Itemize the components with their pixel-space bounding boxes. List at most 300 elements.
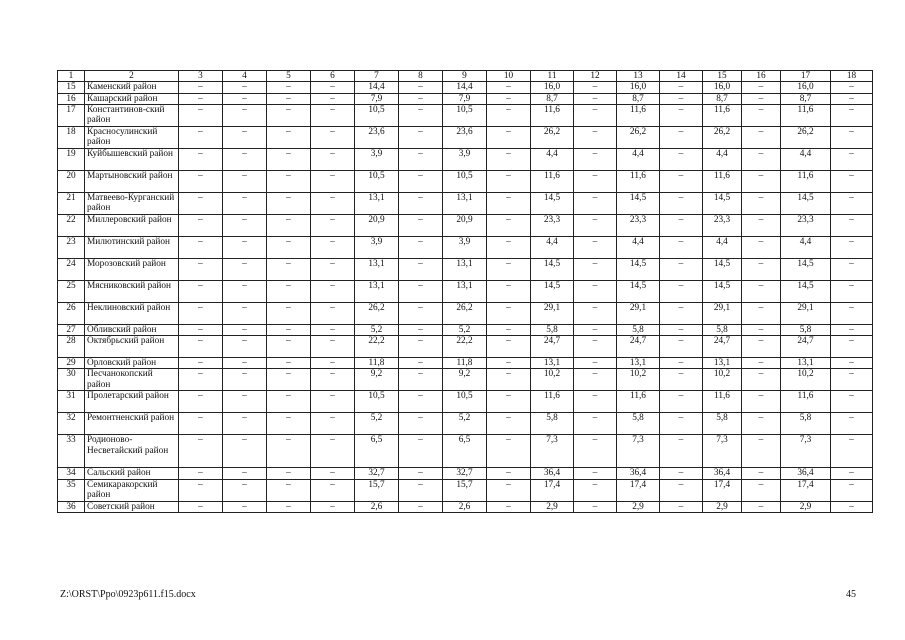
row-number: 35 — [58, 479, 85, 501]
table-cell: – — [399, 126, 443, 148]
table-cell: 13,1 — [443, 258, 487, 280]
row-number: 19 — [58, 148, 85, 170]
table-cell: – — [267, 391, 311, 413]
table-cell: – — [223, 82, 267, 93]
table-cell: 26,2 — [617, 126, 660, 148]
table-cell: – — [660, 358, 703, 369]
table-cell: 2,6 — [355, 501, 399, 512]
row-number: 15 — [58, 82, 85, 93]
table-cell: 26,2 — [703, 126, 742, 148]
table-cell: – — [399, 258, 443, 280]
table-cell: 14,5 — [617, 258, 660, 280]
table-cell: – — [742, 468, 781, 479]
table-cell: – — [311, 170, 355, 192]
table-cell: 3,9 — [443, 236, 487, 258]
table-cell: 24,7 — [617, 336, 660, 358]
table-cell: 9,2 — [355, 369, 399, 391]
table-cell: – — [574, 93, 617, 104]
table-cell: – — [311, 358, 355, 369]
table-cell: 24,7 — [781, 336, 831, 358]
table-cell: – — [742, 104, 781, 126]
table-cell: – — [742, 501, 781, 512]
table-cell: – — [574, 336, 617, 358]
table-cell: 7,3 — [781, 435, 831, 468]
table-cell: – — [399, 170, 443, 192]
district-name: Мясниковский район — [85, 280, 179, 302]
table-cell: 4,4 — [781, 148, 831, 170]
district-name: Обливский район — [85, 324, 179, 335]
table-cell: – — [311, 468, 355, 479]
row-number: 30 — [58, 369, 85, 391]
table-cell: 22,2 — [443, 336, 487, 358]
table-cell: – — [311, 258, 355, 280]
district-name: Милютинский район — [85, 236, 179, 258]
table-cell: 11,6 — [703, 391, 742, 413]
table-cell: – — [660, 302, 703, 324]
data-table — [57, 70, 873, 513]
column-header: 15 — [703, 71, 742, 82]
table-cell: – — [311, 93, 355, 104]
table-cell: 4,4 — [531, 148, 574, 170]
table-row — [58, 126, 873, 148]
row-number: 16 — [58, 93, 85, 104]
column-header: 9 — [443, 71, 487, 82]
table-cell: 17,4 — [617, 479, 660, 501]
table-cell: – — [179, 501, 223, 512]
column-header: 11 — [531, 71, 574, 82]
table-cell: – — [223, 302, 267, 324]
table-row — [58, 192, 873, 214]
table-cell: 15,7 — [443, 479, 487, 501]
table-cell: 6,5 — [355, 435, 399, 468]
table-cell: – — [831, 82, 873, 93]
table-cell: 24,7 — [531, 336, 574, 358]
table-cell: – — [487, 358, 531, 369]
table-cell: – — [487, 324, 531, 335]
table-cell: 13,1 — [531, 358, 574, 369]
table-cell: 7,3 — [703, 435, 742, 468]
table-cell: – — [179, 413, 223, 435]
table-cell: – — [742, 82, 781, 93]
table-cell: – — [742, 192, 781, 214]
column-header: 2 — [85, 71, 179, 82]
table-cell: 23,3 — [703, 214, 742, 236]
table-cell: 26,2 — [531, 126, 574, 148]
table-row — [58, 170, 873, 192]
table-row — [58, 214, 873, 236]
table-cell: 5,2 — [443, 413, 487, 435]
table-cell: – — [742, 413, 781, 435]
row-number: 31 — [58, 391, 85, 413]
table-cell: – — [179, 479, 223, 501]
table-cell: 5,8 — [617, 413, 660, 435]
table-cell: 3,9 — [355, 236, 399, 258]
table-cell: – — [399, 369, 443, 391]
table-cell: – — [660, 170, 703, 192]
table-cell: – — [399, 479, 443, 501]
table-cell: – — [179, 280, 223, 302]
table-row — [58, 148, 873, 170]
row-number: 36 — [58, 501, 85, 512]
table-row — [58, 302, 873, 324]
column-header: 7 — [355, 71, 399, 82]
table-cell: 11,6 — [531, 170, 574, 192]
table-cell: – — [399, 192, 443, 214]
table-cell: – — [487, 148, 531, 170]
table-cell: – — [831, 324, 873, 335]
table-row — [58, 82, 873, 93]
column-header: 3 — [179, 71, 223, 82]
table-cell: 10,2 — [531, 369, 574, 391]
table-cell: – — [179, 336, 223, 358]
table-cell: – — [311, 479, 355, 501]
table-cell: 14,5 — [781, 280, 831, 302]
table-cell: 10,5 — [355, 104, 399, 126]
table-cell: 26,2 — [355, 302, 399, 324]
table-cell: – — [574, 391, 617, 413]
table-cell: – — [660, 468, 703, 479]
table-cell: – — [179, 236, 223, 258]
table-cell: 17,4 — [531, 479, 574, 501]
table-cell: – — [223, 358, 267, 369]
table-cell: – — [223, 93, 267, 104]
table-cell: – — [267, 170, 311, 192]
table-row — [58, 468, 873, 479]
table-cell: – — [831, 104, 873, 126]
table-cell: – — [487, 479, 531, 501]
table-cell: 11,6 — [781, 170, 831, 192]
table-cell: 3,9 — [443, 148, 487, 170]
column-header: 6 — [311, 71, 355, 82]
table-row — [58, 324, 873, 335]
table-cell: – — [179, 358, 223, 369]
table-cell: – — [831, 391, 873, 413]
table-cell: 20,9 — [355, 214, 399, 236]
table-cell: – — [179, 324, 223, 335]
table-cell: – — [179, 126, 223, 148]
table-cell: – — [660, 82, 703, 93]
table-cell: 2,9 — [617, 501, 660, 512]
table-cell: – — [311, 336, 355, 358]
table-cell: – — [179, 148, 223, 170]
table-cell: – — [179, 258, 223, 280]
table-cell: – — [267, 302, 311, 324]
table-cell: – — [223, 148, 267, 170]
table-cell: 11,6 — [781, 104, 831, 126]
table-cell: – — [742, 391, 781, 413]
table-row — [58, 280, 873, 302]
table-row — [58, 236, 873, 258]
row-number: 27 — [58, 324, 85, 335]
district-name: Красносулинский район — [85, 126, 179, 148]
table-cell: – — [487, 369, 531, 391]
table-cell: – — [223, 468, 267, 479]
table-cell: 11,6 — [531, 104, 574, 126]
table-cell: 26,2 — [443, 302, 487, 324]
table-cell: – — [574, 468, 617, 479]
column-header: 13 — [617, 71, 660, 82]
table-cell: – — [223, 258, 267, 280]
table-cell: – — [742, 126, 781, 148]
table-cell: – — [223, 336, 267, 358]
table-cell: 2,9 — [703, 501, 742, 512]
district-name: Мартыновский район — [85, 170, 179, 192]
row-number: 33 — [58, 435, 85, 468]
table-cell: – — [660, 501, 703, 512]
table-cell: – — [660, 369, 703, 391]
district-name: Ремонтненский район — [85, 413, 179, 435]
table-cell: – — [660, 336, 703, 358]
table-row — [58, 258, 873, 280]
table-cell: – — [742, 369, 781, 391]
table-cell: – — [399, 214, 443, 236]
table-cell: – — [574, 479, 617, 501]
table-cell: 9,2 — [443, 369, 487, 391]
table-cell: 23,6 — [355, 126, 399, 148]
table-cell: – — [574, 82, 617, 93]
table-cell: – — [311, 324, 355, 335]
table-cell: – — [831, 280, 873, 302]
table-cell: – — [399, 336, 443, 358]
table-cell: 22,2 — [355, 336, 399, 358]
row-number: 22 — [58, 214, 85, 236]
table-cell: – — [179, 104, 223, 126]
table-cell: – — [179, 435, 223, 468]
district-name: Сальский район — [85, 468, 179, 479]
table-cell: – — [574, 302, 617, 324]
table-cell: 4,4 — [617, 236, 660, 258]
table-cell: 11,6 — [703, 170, 742, 192]
table-row — [58, 336, 873, 358]
district-name: Куйбышевский район — [85, 148, 179, 170]
table-cell: – — [831, 479, 873, 501]
table-cell: – — [179, 214, 223, 236]
table-cell: 5,8 — [531, 413, 574, 435]
table-cell: 26,2 — [781, 126, 831, 148]
table-cell: – — [831, 358, 873, 369]
row-number: 24 — [58, 258, 85, 280]
table-cell: 5,2 — [355, 324, 399, 335]
table-cell: – — [223, 236, 267, 258]
table-cell: 2,6 — [443, 501, 487, 512]
table-cell: – — [660, 214, 703, 236]
table-cell: – — [487, 336, 531, 358]
table-cell: 11,6 — [617, 170, 660, 192]
table-cell: – — [831, 192, 873, 214]
table-cell: – — [742, 324, 781, 335]
table-cell: – — [660, 236, 703, 258]
table-cell: – — [742, 435, 781, 468]
table-cell: – — [267, 501, 311, 512]
table-cell: – — [487, 258, 531, 280]
table-cell: – — [223, 391, 267, 413]
table-cell: 36,4 — [703, 468, 742, 479]
district-name: Орловский район — [85, 358, 179, 369]
table-cell: 20,9 — [443, 214, 487, 236]
table-cell: 13,1 — [781, 358, 831, 369]
table-cell: 13,1 — [355, 280, 399, 302]
table-cell: – — [660, 192, 703, 214]
table-cell: – — [399, 501, 443, 512]
district-name: Миллеровский район — [85, 214, 179, 236]
table-cell: – — [574, 104, 617, 126]
table-cell: – — [311, 192, 355, 214]
table-cell: – — [831, 413, 873, 435]
table-cell: 5,8 — [781, 324, 831, 335]
table-cell: 23,3 — [617, 214, 660, 236]
table-cell: 11,8 — [355, 358, 399, 369]
row-number: 28 — [58, 336, 85, 358]
district-name: Каменский район — [85, 82, 179, 93]
row-number: 23 — [58, 236, 85, 258]
table-cell: – — [574, 501, 617, 512]
row-number: 18 — [58, 126, 85, 148]
table-cell: 14,5 — [531, 258, 574, 280]
table-cell: – — [742, 258, 781, 280]
table-cell: 5,8 — [703, 324, 742, 335]
table-cell: – — [399, 280, 443, 302]
column-header: 4 — [223, 71, 267, 82]
table-cell: 8,7 — [531, 93, 574, 104]
district-name: Советский район — [85, 501, 179, 512]
table-cell: – — [267, 435, 311, 468]
table-cell: 4,4 — [617, 148, 660, 170]
table-cell: 29,1 — [703, 302, 742, 324]
table-cell: – — [267, 214, 311, 236]
table-cell: 5,8 — [617, 324, 660, 335]
table-cell: 14,5 — [781, 258, 831, 280]
table-cell: 11,6 — [703, 104, 742, 126]
table-cell: – — [267, 468, 311, 479]
table-cell: – — [223, 413, 267, 435]
table-cell: – — [487, 435, 531, 468]
table-cell: – — [223, 280, 267, 302]
table-cell: – — [487, 93, 531, 104]
table-cell: – — [660, 479, 703, 501]
table-cell: 16,0 — [617, 82, 660, 93]
table-row — [58, 358, 873, 369]
table-cell: – — [831, 258, 873, 280]
table-cell: – — [831, 236, 873, 258]
table-cell: – — [831, 501, 873, 512]
table-cell: 5,8 — [531, 324, 574, 335]
table-cell: 7,9 — [355, 93, 399, 104]
table-cell: 24,7 — [703, 336, 742, 358]
table-cell: 14,5 — [703, 258, 742, 280]
table-cell: – — [179, 391, 223, 413]
table-cell: – — [399, 236, 443, 258]
table-cell: 5,2 — [355, 413, 399, 435]
table-cell: – — [311, 148, 355, 170]
table-cell: – — [311, 126, 355, 148]
table-cell: – — [399, 391, 443, 413]
table-cell: – — [267, 280, 311, 302]
table-cell: – — [311, 214, 355, 236]
table-cell: 4,4 — [703, 148, 742, 170]
table-cell: – — [742, 358, 781, 369]
table-cell: 14,5 — [703, 192, 742, 214]
table-cell: 6,5 — [443, 435, 487, 468]
table-cell: 16,0 — [703, 82, 742, 93]
table-cell: – — [574, 413, 617, 435]
table-cell: – — [487, 170, 531, 192]
table-cell: 4,4 — [531, 236, 574, 258]
table-cell: – — [311, 391, 355, 413]
table-cell: – — [831, 435, 873, 468]
table-cell: – — [574, 148, 617, 170]
table-cell: 8,7 — [781, 93, 831, 104]
row-number: 26 — [58, 302, 85, 324]
table-cell: – — [311, 302, 355, 324]
table-cell: – — [660, 148, 703, 170]
table-cell: – — [742, 93, 781, 104]
column-header: 5 — [267, 71, 311, 82]
district-name: Константинов-ский район — [85, 104, 179, 126]
table-cell: 3,9 — [355, 148, 399, 170]
table-cell: 8,7 — [617, 93, 660, 104]
table-cell: – — [574, 126, 617, 148]
table-cell: – — [831, 170, 873, 192]
table-cell: – — [399, 302, 443, 324]
table-cell: – — [742, 214, 781, 236]
table-cell: – — [223, 192, 267, 214]
table-cell: 14,4 — [355, 82, 399, 93]
table-row — [58, 391, 873, 413]
table-cell: – — [223, 104, 267, 126]
table-cell: – — [179, 82, 223, 93]
table-cell: – — [399, 148, 443, 170]
table-cell: 23,3 — [781, 214, 831, 236]
table-cell: 36,4 — [781, 468, 831, 479]
table-cell: – — [267, 104, 311, 126]
table-cell: – — [179, 93, 223, 104]
table-cell: – — [399, 413, 443, 435]
column-header: 18 — [831, 71, 873, 82]
table-cell: – — [487, 280, 531, 302]
table-cell: – — [267, 479, 311, 501]
table-cell: – — [487, 214, 531, 236]
table-cell: – — [311, 82, 355, 93]
table-cell: – — [660, 435, 703, 468]
table-cell: – — [574, 280, 617, 302]
row-number: 20 — [58, 170, 85, 192]
table-cell: 14,5 — [531, 192, 574, 214]
table-cell: – — [223, 369, 267, 391]
table-cell: 36,4 — [531, 468, 574, 479]
table-cell: – — [574, 324, 617, 335]
table-cell: 10,5 — [443, 170, 487, 192]
table-cell: – — [660, 104, 703, 126]
table-cell: 4,4 — [703, 236, 742, 258]
table-cell: – — [660, 324, 703, 335]
district-name: Родионово-Несветайский район — [85, 435, 179, 468]
table-cell: – — [742, 148, 781, 170]
table-cell: – — [831, 369, 873, 391]
table-cell: 17,4 — [781, 479, 831, 501]
column-header: 16 — [742, 71, 781, 82]
table-cell: 2,9 — [531, 501, 574, 512]
table-cell: – — [487, 501, 531, 512]
table-cell: 23,6 — [443, 126, 487, 148]
table-cell: – — [267, 358, 311, 369]
table-cell: – — [267, 82, 311, 93]
column-header: 10 — [487, 71, 531, 82]
table-cell: 13,1 — [355, 192, 399, 214]
table-cell: – — [487, 104, 531, 126]
table-cell: 29,1 — [531, 302, 574, 324]
row-number: 32 — [58, 413, 85, 435]
district-name: Семикаракорский район — [85, 479, 179, 501]
